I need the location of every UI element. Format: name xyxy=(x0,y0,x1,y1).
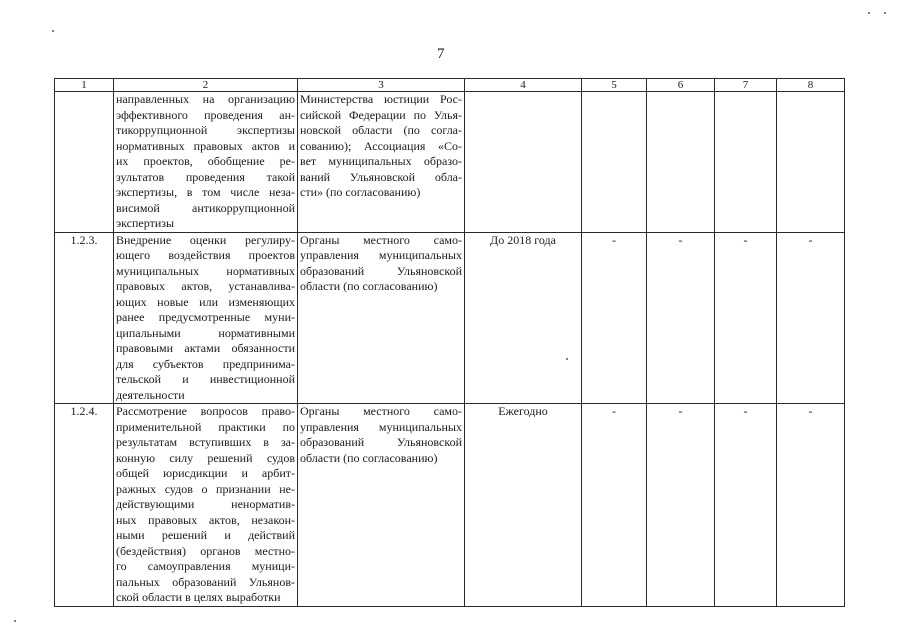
item-col-6: - xyxy=(647,404,715,607)
description-line: правовыми актами обязанности xyxy=(116,341,295,355)
executor-line: вет муниципальных образо- xyxy=(300,154,462,168)
description-line: Внедрение оценки регулиру- xyxy=(116,232,295,247)
description-line: нормативных правовых актов и xyxy=(116,138,295,153)
description-line: (бездействия) органов местно- xyxy=(116,543,295,558)
column-header: 3 xyxy=(298,79,465,92)
item-deadline: До 2018 года xyxy=(465,232,582,404)
item-executor xyxy=(298,92,465,233)
description-line: эффективного проведения ан- xyxy=(116,107,295,122)
description-line: Рассмотрение вопросов право- xyxy=(116,404,295,418)
executor-line: сийской Федерации по Улья- xyxy=(300,107,462,122)
item-col-6 xyxy=(647,92,715,233)
scan-speck xyxy=(884,12,886,14)
executor-line: сти» (по согласованию) xyxy=(300,185,421,199)
item-col-6: - xyxy=(647,232,715,404)
description-line: ющих новые или изменяющих xyxy=(116,294,295,309)
column-header: 6 xyxy=(647,79,715,92)
description-line: висимой антикоррупционной xyxy=(116,200,295,215)
description-line: для субъектов предпринима- xyxy=(116,356,295,371)
executor-line: сованию); Ассоциация «Со- xyxy=(300,138,462,153)
item-number: 1.2.4. xyxy=(55,404,114,607)
item-executor xyxy=(298,232,465,404)
scan-speck xyxy=(52,30,54,32)
column-header: 7 xyxy=(715,79,777,92)
description-line: конную силу решений судов xyxy=(116,450,295,465)
description-line: ципальными нормативными xyxy=(116,325,295,340)
description-line: результатам вступивших в за- xyxy=(116,435,295,449)
description-line: пальных образований Ульянов- xyxy=(116,574,295,589)
description-line: ражных судов о признании не- xyxy=(116,481,295,496)
plan-table xyxy=(54,78,845,607)
description-line: ранее предусмотренные муни- xyxy=(116,310,295,324)
description-line: применительной практики по xyxy=(116,419,295,434)
description-line: муниципальных нормативных xyxy=(116,263,295,278)
executor-line: образований Ульяновской xyxy=(300,263,462,278)
executor-line: Органы местного само- xyxy=(300,404,462,418)
item-col-5: - xyxy=(582,232,647,404)
column-header: 5 xyxy=(582,79,647,92)
description-line: направленных на организацию xyxy=(116,92,295,106)
executor-line: области (по согласованию) xyxy=(300,450,438,465)
executor-line: новской области (по согла- xyxy=(300,123,462,137)
description-line: тельской и инвестиционной xyxy=(116,372,295,386)
description-line: общей юрисдикции и арбит- xyxy=(116,466,295,480)
item-col-5: - xyxy=(582,404,647,607)
executor-line: образований Ульяновской xyxy=(300,435,462,449)
description-line: экспертизы xyxy=(116,216,175,230)
item-col-5 xyxy=(582,92,647,233)
description-line: ными решений и действий xyxy=(116,528,295,542)
item-col-7: - xyxy=(715,232,777,404)
item-col-7: - xyxy=(715,404,777,607)
column-header: 4 xyxy=(465,79,582,92)
item-col-8: - xyxy=(777,404,845,607)
description-line: го самоуправления муници- xyxy=(116,559,295,573)
table-header-row xyxy=(55,79,845,92)
item-description xyxy=(114,404,298,607)
description-line: экспертизы, в том числе неза- xyxy=(116,185,295,199)
description-line: зультатов проведения такой xyxy=(116,169,295,184)
description-line: ющего воздействия проектов xyxy=(116,248,295,262)
item-number xyxy=(55,92,114,233)
item-number: 1.2.3. xyxy=(55,232,114,404)
description-line: деятельности xyxy=(116,387,185,402)
item-description xyxy=(114,232,298,404)
column-header: 8 xyxy=(777,79,845,92)
executor-line: Органы местного само- xyxy=(300,232,462,247)
item-deadline xyxy=(465,92,582,233)
scan-speck xyxy=(14,620,16,622)
description-line: тикоррупционной экспертизы xyxy=(116,123,295,137)
executor-line: Министерства юстиции Рос- xyxy=(300,92,462,106)
item-col-8: - xyxy=(777,232,845,404)
executor-line: управления муниципальных xyxy=(300,419,462,434)
executor-line: управления муниципальных xyxy=(300,248,462,262)
executor-line: ваний Ульяновской обла- xyxy=(300,169,462,184)
item-description xyxy=(114,92,298,233)
table-row xyxy=(55,232,845,404)
item-col-8 xyxy=(777,92,845,233)
page-number: 7 xyxy=(437,46,445,62)
item-deadline: Ежегодно xyxy=(465,404,582,607)
description-line: их проектов, обобщение ре- xyxy=(116,154,295,168)
description-line: действующими ненорматив- xyxy=(116,497,295,511)
item-executor xyxy=(298,404,465,607)
item-col-7 xyxy=(715,92,777,233)
description-line: ской области в целях выработки xyxy=(116,590,281,604)
executor-line: области (по согласованию) xyxy=(300,279,438,293)
description-line: ных правовых актов, незакон- xyxy=(116,512,295,527)
scan-speck xyxy=(868,12,870,14)
table-row xyxy=(55,404,845,607)
table-row xyxy=(55,92,845,233)
column-header: 2 xyxy=(114,79,298,92)
description-line: правовых актов, устанавлива- xyxy=(116,279,295,293)
column-header: 1 xyxy=(55,79,114,92)
